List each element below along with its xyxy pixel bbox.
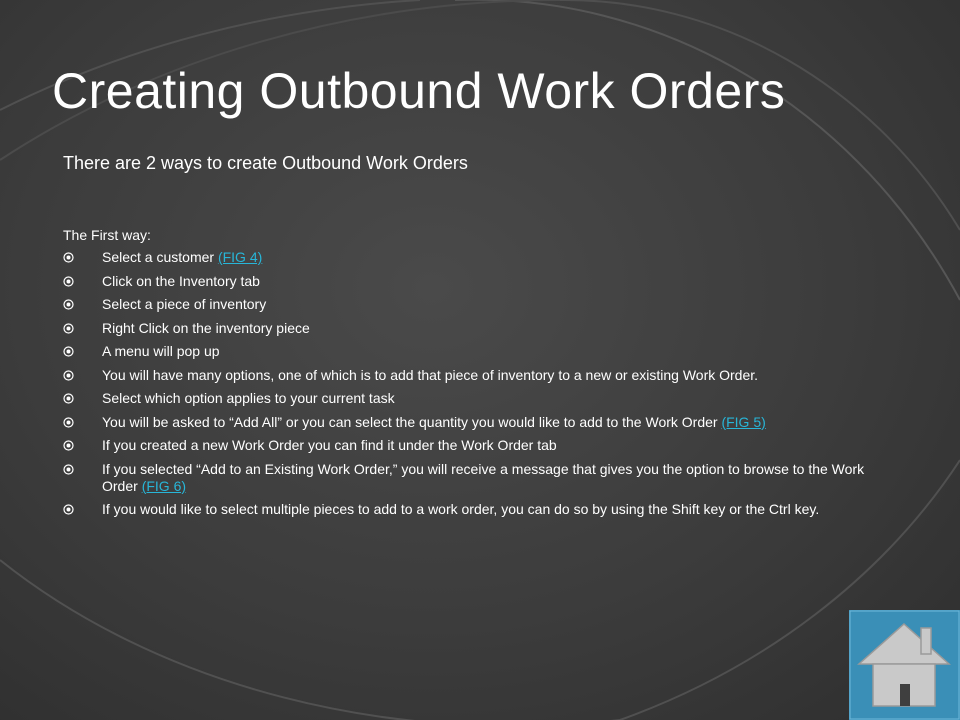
list-item-text: If you created a new Work Order you can find it under the Work Order tab xyxy=(102,437,557,453)
list-item-text: Select a piece of inventory xyxy=(102,296,267,312)
list-item-text: Click on the Inventory tab xyxy=(102,272,260,289)
circled-dot-icon xyxy=(63,299,74,310)
list-item-text: Select a customer xyxy=(102,249,218,265)
circled-dot-icon xyxy=(63,252,74,263)
list-item-text: Select which option applies to your current task xyxy=(102,390,395,406)
circled-dot-icon xyxy=(63,417,74,428)
list-item xyxy=(63,367,893,384)
figure-link[interactable]: (FIG 5) xyxy=(721,413,766,430)
list-item-text: You will have many options, one of which is to add that piece of inventory to a new or existing Work Order. xyxy=(102,366,759,383)
circled-dot-icon xyxy=(63,464,74,475)
intro-text: The First way: xyxy=(63,227,151,243)
arc-bottom-left xyxy=(0,560,620,720)
circled-dot-icon xyxy=(63,370,74,381)
list-item xyxy=(63,320,893,337)
list-item xyxy=(63,343,893,360)
circled-dot-icon xyxy=(63,393,74,404)
list-item xyxy=(63,390,893,407)
list-item-text: If you selected “Add to an Existing Work Order,” you will receive a message that gives you the option to browse to the Work Order xyxy=(102,460,865,494)
circled-dot-icon xyxy=(63,346,74,357)
figure-link[interactable]: (FIG 4) xyxy=(217,249,263,265)
figure-link[interactable]: (FIG 6) xyxy=(141,477,187,494)
circled-dot-icon xyxy=(63,276,74,287)
list-item xyxy=(63,296,893,313)
circled-dot-icon xyxy=(63,323,74,334)
list-item xyxy=(63,461,893,495)
list-item-text: Right Click on the inventory piece xyxy=(102,319,310,336)
list-item xyxy=(63,437,893,454)
home-icon xyxy=(849,610,960,720)
home-button[interactable] xyxy=(849,610,960,720)
slide-subtitle: There are 2 ways to create Outbound Work Orders xyxy=(63,153,468,173)
steps-list xyxy=(63,249,893,525)
list-item xyxy=(63,501,893,518)
circled-dot-icon xyxy=(63,504,74,515)
circled-dot-icon xyxy=(63,440,74,451)
list-item-text: You will be asked to “Add All” or you can select the quantity you would like to add to the Work Order xyxy=(102,413,722,430)
list-item xyxy=(63,273,893,290)
list-item-text: If you would like to select multiple pieces to add to a work order, you can do so by using the Shift key or the Ctrl key. xyxy=(102,501,820,517)
list-item-text: A menu will pop up xyxy=(102,343,220,359)
list-item xyxy=(63,249,893,266)
slide-title: Creating Outbound Work Orders xyxy=(52,63,786,119)
list-item xyxy=(63,414,893,431)
